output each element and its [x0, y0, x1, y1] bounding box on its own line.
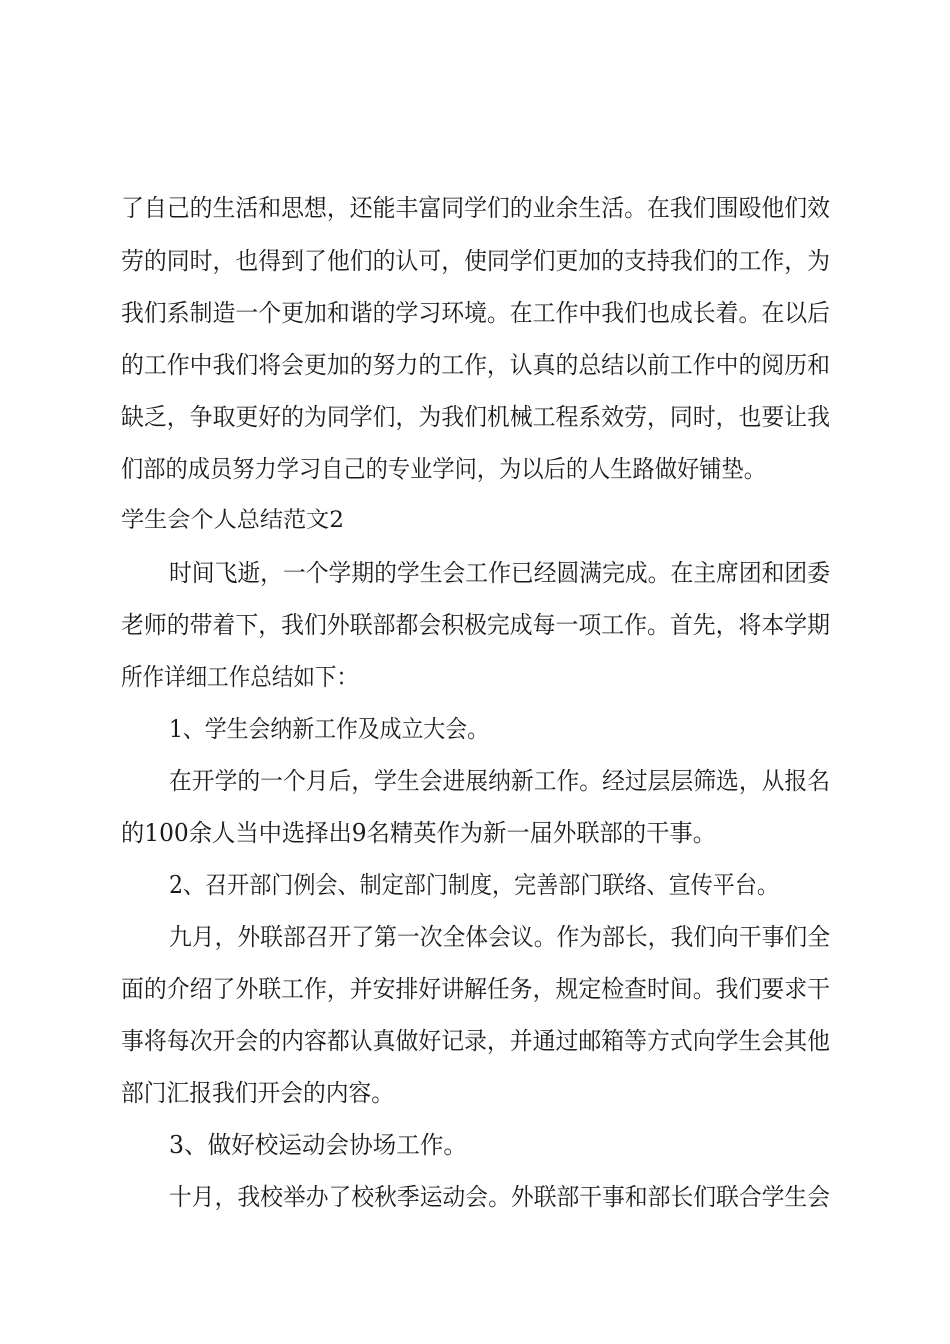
paragraph-text: 的100余人当中选择出9名精英作为新一届外联部的干事。	[121, 819, 716, 847]
paragraph-text: 的工作中我们将会更加的努力的工作，认真的总结以前工作中的阅历和	[121, 351, 830, 379]
list-item-title-text: 2、召开部门例会、制定部门制度，完善部门联络、宣传平台。	[169, 871, 779, 899]
paragraph-text: 部门汇报我们开会的内容。	[121, 1079, 394, 1107]
paragraph-text: 了自己的生活和思想，还能丰富同学们的业余生活。在我们围殴他们效	[121, 194, 830, 222]
paragraph-text: 十月，我校举办了校秋季运动会。外联部干事和部长们联合学生会	[169, 1183, 830, 1211]
list-item-title-text: 3、做好校运动会协场工作。	[169, 1131, 467, 1159]
paragraph-text: 所作详细工作总结如下：	[121, 663, 358, 691]
paragraph-text: 们部的成员努力学习自己的专业学问，为以后的人生路做好铺垫。	[121, 455, 766, 483]
paragraph-text: 时间飞逝，一个学期的学生会工作已经圆满完成。在主席团和团委	[169, 559, 830, 587]
paragraph-text: 老师的带着下，我们外联部都会积极完成每一项工作。首先，将本学期	[121, 611, 830, 639]
list-item-title-text: 1、学生会纳新工作及成立大会。	[169, 715, 489, 743]
paragraph-text: 事将每次开会的内容都认真做好记录，并通过邮箱等方式向学生会其他	[121, 1027, 830, 1055]
paragraph-text: 劳的同时，也得到了他们的认可，使同学们更加的支持我们的工作，为	[121, 247, 830, 275]
paragraph-text: 面的介绍了外联工作，并安排好讲解任务，规定检查时间。我们要求干	[121, 975, 830, 1003]
paragraph-text: 在开学的一个月后，学生会进展纳新工作。经过层层筛选，从报名	[169, 767, 830, 795]
paragraph-text: 缺乏，争取更好的为同学们，为我们机械工程系效劳，同时，也要让我	[121, 403, 830, 431]
section-heading-text: 学生会个人总结范文2	[121, 508, 344, 533]
paragraph-text: 我们系制造一个更加和谐的学习环境。在工作中我们也成长着。在以后	[121, 299, 830, 327]
paragraph-text: 九月，外联部召开了第一次全体会议。作为部长，我们向干事们全	[169, 923, 830, 951]
